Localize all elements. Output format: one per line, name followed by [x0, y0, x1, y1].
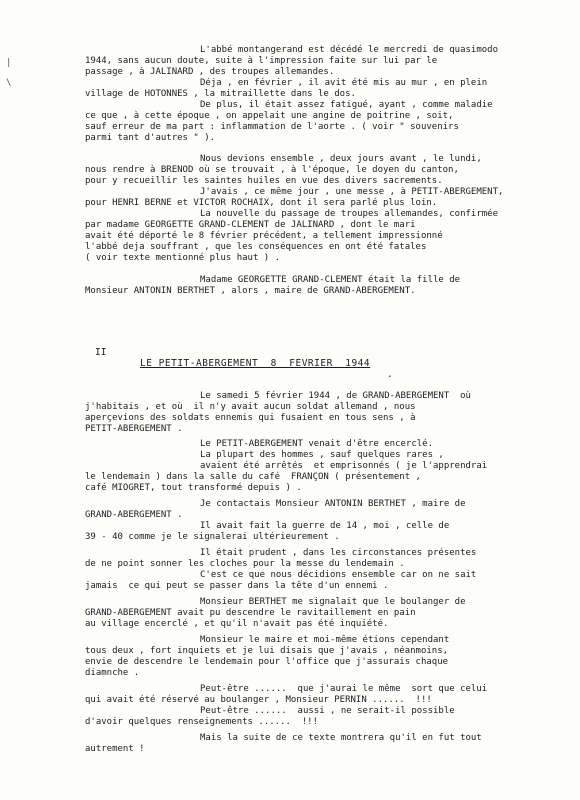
text-line: ( voir texte mentionné plus haut ) .: [85, 253, 281, 263]
text-line: parmi tant d'autres " ).: [85, 133, 216, 143]
text-line: tous deux , fort inquiets et je lui disais que j'avais , néanmoins,: [85, 646, 449, 656]
margin-mark: \: [6, 78, 12, 88]
text-line: De plus, il était assez fatigué, ayant , comme maladie: [200, 100, 493, 110]
text-line: La nouvelle du passage de troupes allemandes, confirmée: [200, 209, 499, 219]
text-line: pour HENRI BERNE et VICTOR ROCHAIX, dont il sera parlé plus loin.: [85, 198, 438, 208]
text-line: Nous devions ensemble , deux jours avant , le lundi,: [200, 154, 482, 164]
text-line: Monsieur le maire et moi-même étions cependant: [200, 635, 450, 645]
text-line: Monsieur ANTONIN BERTHET , alors , maire de GRAND-ABERGEMENT.: [85, 286, 416, 296]
text-line: PETIT-ABERGEMENT .: [85, 424, 183, 434]
text-line: aperçevions des soldats ennemis qui fusaient en tous sens , à: [85, 413, 416, 423]
text-line: Il avait fait la guerre de 14 , moi , celle de: [200, 521, 450, 531]
text-line: au village encerclé , et qu'il n'avait pas été inquiété.: [85, 619, 389, 629]
text-line: C'est ce que nous décidions ensemble car on ne sait: [200, 570, 477, 580]
text-line: avait été déporté le 8 février précédent, a tellement impressionné: [85, 231, 443, 241]
text-line: Déja , en février , il avit été mis au mur , en plein: [200, 78, 488, 88]
text-line: 39 - 40 comme je le signalerai ultérieurement .: [85, 532, 340, 542]
text-line: GRAND-ABERGEMENT .: [85, 510, 183, 520]
text-line: sauf erreur de ma part : inflammation de l'aorte . ( voir " souvenirs: [85, 122, 459, 132]
text-line: village de HOTONNES , la mitraillette dans le dos.: [85, 89, 356, 99]
text-line: avaient été arrêtés et emprisonnés ( je l'apprendrai: [200, 461, 488, 471]
text-line: envie de descendre le lendemain pour l'office que j'assurais chaque: [85, 657, 449, 667]
text-line: Mais la suite de ce texte montrera qu'il en fut tout: [200, 733, 482, 743]
text-line: GRAND-ABERGEMENT avait pu descendre le ravitaillement en pain: [85, 608, 416, 618]
text-line: nous rendre à BRENOD où se trouvait , à l'époque, le doyen du canton,: [85, 165, 459, 175]
text-line: Madame GEORGETTE GRAND-CLEMENT était la fille de: [200, 275, 461, 285]
text-line: Monsieur BERTHET me signalait que le boulanger de: [200, 597, 466, 607]
text-line: ce que , à cette époque , on appelait une angine de poitrine , soit,: [85, 111, 454, 121]
text-line: La plupart des hommes , sauf quelques rares ,: [200, 450, 444, 460]
text-line: j'habitais , et où il n'y avait aucun soldat allemand , nous: [85, 402, 416, 412]
text-line: diamnche .: [85, 668, 140, 678]
section-title: LE PETIT-ABERGEMENT 8 FEVRIER 1944: [140, 358, 371, 369]
margin-mark: |: [6, 58, 12, 68]
text-line: Le samedi 5 février 1944 , de GRAND-ABERGEMENT où: [200, 391, 471, 401]
text-line: par madame GEORGETTE GRAND-CLEMENT de JALINARD , dont le mari: [85, 220, 416, 230]
text-line: d'avoir quelques renseignements ...... !!!: [85, 717, 318, 727]
section-title-period: .: [387, 369, 393, 380]
text-line: jamais ce qui peut se passer dans la tête d'un ennemi .: [85, 581, 389, 591]
text-line: le lendemain ) dans la salle du café FRANÇON ( présentement ,: [85, 472, 421, 482]
text-line: Peut-être ...... que j'aurai le même sort que celui: [200, 684, 488, 694]
text-line: Le PETIT-ABERGEMENT venait d'être encerclé.: [200, 439, 433, 449]
text-line: l'abbé deja souffrant , que les conséquences en ont été fatales: [85, 242, 427, 252]
section-number: II: [95, 347, 107, 358]
text-line: L'abbé montangerand est décédé le mercredi de quasimodo: [200, 45, 499, 55]
text-line: J'avais , ce même jour , une messe , à PETIT-ABERGEMENT,: [200, 187, 504, 197]
text-line: 1944, sans aucun doute, suite à l'impression faite sur lui par le: [85, 56, 438, 66]
text-line: autrement !: [85, 744, 145, 754]
text-line: de ne point sonner les cloches pour la messe du lendemain .: [85, 559, 405, 569]
text-line: pour y recueillir les saintes huiles en vue des divers sacrements.: [85, 176, 443, 186]
text-line: passage , à JALINARD , des troupes allemandes.: [85, 67, 335, 77]
text-line: Je contactais Monsieur ANTONIN BERTHET , maire de: [200, 499, 466, 509]
text-line: Il était prudent , dans les circonstances présentes: [200, 548, 477, 558]
text-line: café MIOGRET, tout transformé depuis ) .: [85, 483, 302, 493]
text-line: qui avait été réservé au boulanger , Monsieur PERNIN ...... !!!: [85, 695, 432, 705]
text-line: Peut-être ...... aussi , ne serait-il possible: [200, 706, 455, 716]
section-heading: [95, 336, 393, 391]
